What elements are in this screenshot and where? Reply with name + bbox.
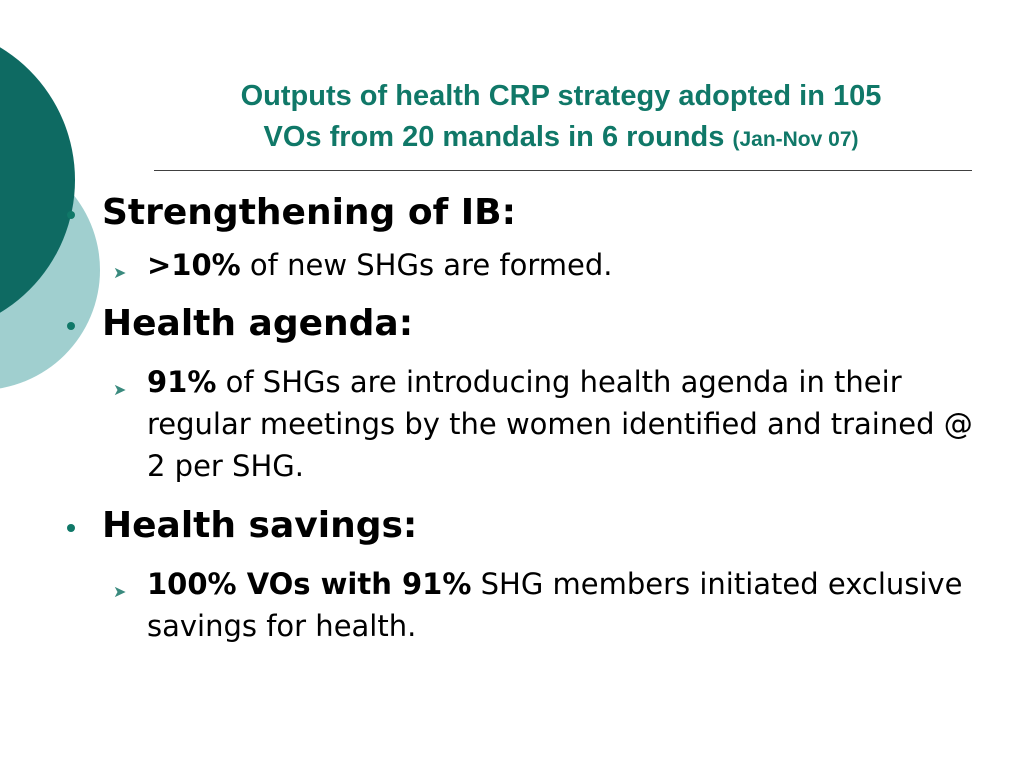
- sub-bullet: [113, 244, 980, 286]
- section-heading: [60, 186, 980, 240]
- arrowhead-icon: ➤: [113, 380, 127, 399]
- section-heading: [60, 297, 980, 351]
- title-line-2-text: VOs from 20 mandals in 6 rounds: [263, 121, 725, 153]
- arrowhead-icon: ➤: [113, 263, 127, 282]
- bullet-icon: [67, 524, 75, 532]
- title-line-1: Outputs of health CRP strategy adopted in 105: [240, 80, 882, 112]
- sub-bullet: [113, 563, 980, 647]
- sub-bullet-highlight: 100% VOs with 91%: [147, 567, 472, 601]
- sub-bullet-highlight: 91%: [147, 365, 217, 399]
- sub-bullet: [113, 361, 980, 487]
- bullet-icon: [67, 211, 75, 219]
- title-date-range: (Jan-Nov 07): [732, 128, 859, 151]
- heading-text: Strengthening of IB:: [102, 192, 517, 233]
- heading-text: Health savings:: [102, 505, 418, 546]
- title-line-2: [150, 117, 972, 160]
- slide-title: [150, 76, 972, 160]
- bullet-icon: [67, 322, 75, 330]
- arrowhead-icon: ➤: [113, 582, 127, 601]
- sub-bullet-text: of SHGs are introducing health agenda in their regular meetings by the women identified and trained @ 2 per SHG.: [147, 365, 973, 483]
- bullet-list: [60, 186, 980, 647]
- sub-bullet-highlight: >10%: [147, 248, 241, 282]
- heading-text: Health agenda:: [102, 303, 414, 344]
- section-heading: [60, 499, 980, 553]
- sub-bullet-text: of new SHGs are formed.: [240, 248, 613, 282]
- title-divider: [154, 170, 972, 171]
- sub-bullet-text: SHG members initiated exclusive savings for health.: [147, 567, 963, 643]
